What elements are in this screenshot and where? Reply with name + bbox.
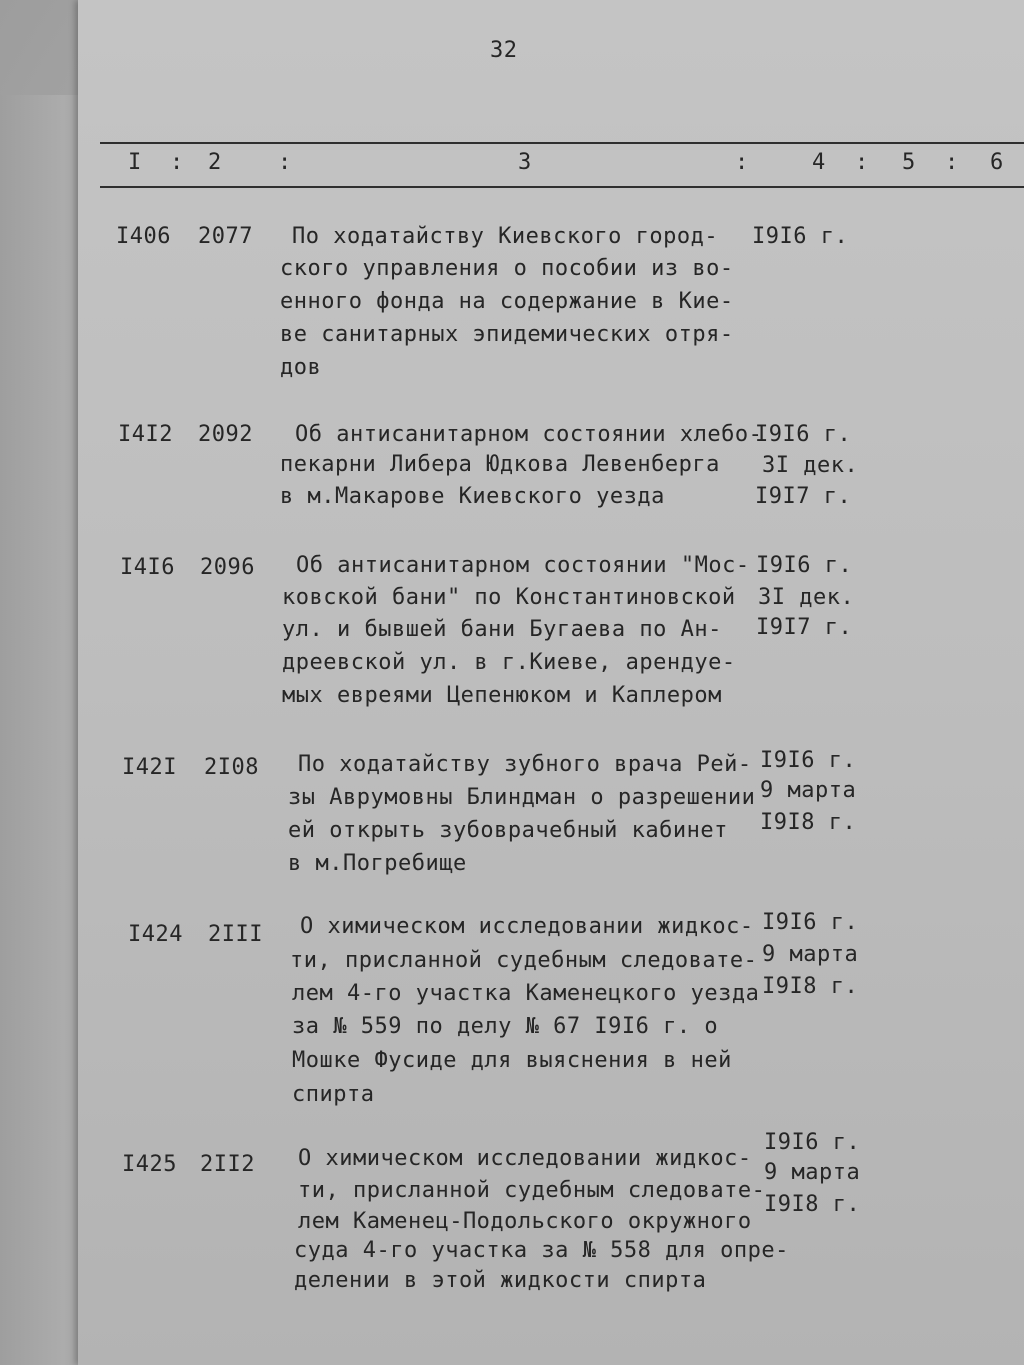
entry-description-line: енного фонда на содержание в Кие-	[280, 289, 734, 314]
entry-date: I9I8 г.	[760, 810, 857, 835]
entry-description-line: По ходатайству Киевского город-	[292, 224, 719, 249]
page-number: 32	[490, 38, 518, 63]
header-separator: :	[278, 150, 292, 175]
entry-description-line: за № 559 по делу № 67 I9I6 г. о	[292, 1014, 719, 1039]
entry-description-line: ул. и бывшей бани Бугаева по Ан-	[282, 617, 722, 642]
entry-description-line: Мошке Фусиде для выяснения в ней	[292, 1048, 732, 1073]
entry-description-line: Об антисанитарном состоянии "Мос-	[296, 553, 750, 578]
entry-number: I4I6	[120, 555, 175, 580]
entry-description-line: в м.Погребище	[288, 851, 467, 876]
header-separator: :	[855, 150, 869, 175]
entry-number: I424	[128, 922, 183, 947]
entry-date: I9I7 г.	[755, 484, 852, 509]
entry-description-line: ского управления о пособии из во-	[280, 256, 734, 281]
entry-code: 2II2	[200, 1152, 255, 1177]
entry-description-line: делении в этой жидкости спирта	[294, 1268, 707, 1293]
entry-description-line: ти, присланной судебным следовате-	[290, 948, 758, 973]
entry-number: I4I2	[118, 422, 173, 447]
header-separator: :	[170, 150, 184, 175]
header-col-4: 4	[812, 150, 826, 175]
entry-description-line: лем 4-го участка Каменецкого уезда	[292, 981, 760, 1006]
entry-description-line: лем Каменец-Подольского окружного	[298, 1209, 752, 1234]
entry-description-line: зы Аврумовны Блиндман о разрешении	[288, 785, 756, 810]
header-col-1: I	[128, 150, 142, 175]
entry-date: I9I6 г.	[764, 1130, 861, 1155]
entry-description-line: По ходатайству зубного врача Рей-	[298, 752, 752, 777]
header-separator: :	[945, 150, 959, 175]
entry-date: 3I дек.	[758, 585, 855, 610]
entry-date: I9I8 г.	[762, 974, 859, 999]
entry-date: 9 марта	[760, 778, 857, 803]
entry-date: 3I дек.	[762, 453, 859, 478]
entry-number: I42I	[122, 755, 177, 780]
header-col-2: 2	[208, 150, 222, 175]
entry-description-line: суда 4-го участка за № 558 для опре-	[294, 1238, 789, 1263]
entry-number: I406	[116, 224, 171, 249]
entry-date: 9 марта	[764, 1160, 861, 1185]
entry-description-line: О химическом исследовании жидкос-	[298, 1146, 752, 1171]
entry-description-line: ве санитарных эпидемических отря-	[280, 322, 734, 347]
entry-date: I9I8 г.	[764, 1192, 861, 1217]
entry-description-line: дреевской ул. в г.Киеве, арендуе-	[282, 650, 736, 675]
header-rule-top	[100, 142, 1024, 144]
entry-date: I9I6 г.	[762, 910, 859, 935]
entry-description-line: спирта	[292, 1082, 375, 1107]
entry-code: 2077	[198, 224, 253, 249]
header-col-3: 3	[518, 150, 532, 175]
entry-date: I9I6 г.	[755, 422, 852, 447]
entry-description-line: ей открыть зубоврачебный кабинет	[288, 818, 728, 843]
entry-description-line: дов	[280, 355, 322, 380]
entry-date: I9I6 г.	[760, 748, 857, 773]
entry-description-line: в м.Макарове Киевского уезда	[280, 484, 665, 509]
entry-description-line: Об антисанитарном состоянии хлебо-	[295, 422, 763, 447]
entry-number: I425	[122, 1152, 177, 1177]
entry-description-line: ковской бани" по Константиновской	[282, 585, 736, 610]
entry-code: 2III	[208, 922, 263, 947]
entry-date: I9I6 г.	[752, 224, 849, 249]
header-col-6: 6	[990, 150, 1004, 175]
entry-description-line: ти, присланной судебным следовате-	[298, 1178, 766, 1203]
header-rule-bottom	[100, 186, 1024, 188]
entry-description-line: мых евреями Цепенюком и Каплером	[282, 683, 722, 708]
entry-code: 2096	[200, 555, 255, 580]
entry-date: 9 марта	[762, 942, 859, 967]
underlying-sheet	[0, 95, 90, 1365]
entry-date: I9I6 г.	[756, 553, 853, 578]
header-col-5: 5	[902, 150, 916, 175]
entry-code: 2I08	[204, 755, 259, 780]
header-separator: :	[735, 150, 749, 175]
entry-description-line: пекарни Либера Юдкова Левенберга	[280, 452, 720, 477]
entry-description-line: О химическом исследовании жидкос-	[300, 914, 754, 939]
entry-code: 2092	[198, 422, 253, 447]
entry-date: I9I7 г.	[756, 615, 853, 640]
